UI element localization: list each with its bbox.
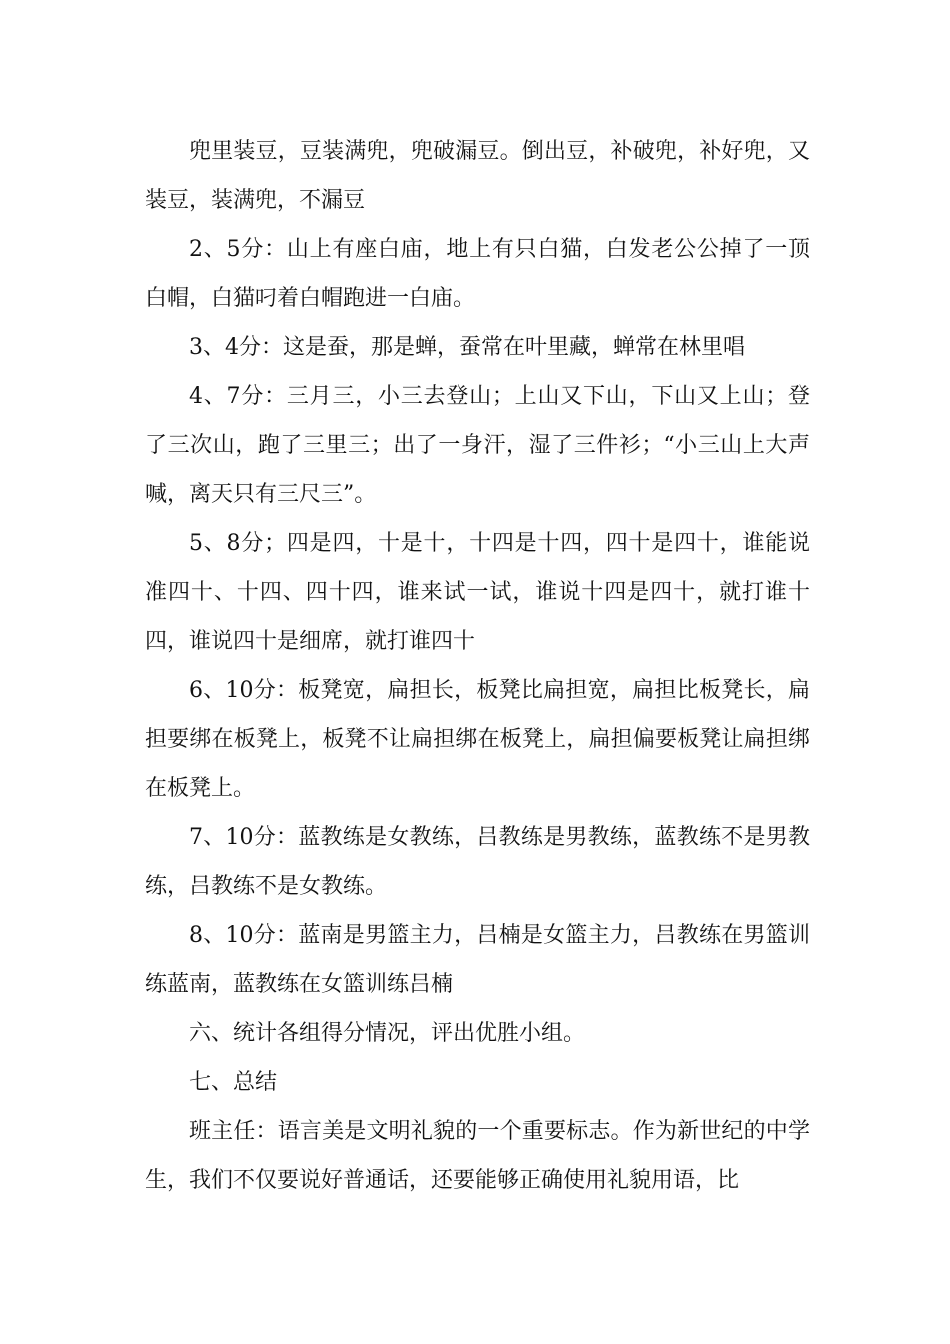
paragraph-tongue-twister-3: 3、4分：这是蚕，那是蝉，蚕常在叶里藏，蝉常在林里唱: [189, 335, 745, 360]
paragraph-tongue-twister-7: 7、10分：蓝教练是女教练，吕教练是男教练，蓝教练不是男教练，吕教练不是女教练。: [145, 825, 810, 899]
paragraph-tongue-twister-8: 8、10分：蓝南是男篮主力，吕楠是女篮主力，吕教练在男篮训练蓝南，蓝教练在女篮训练吕楠: [145, 923, 810, 997]
paragraph-tongue-twister-5: 5、8分；四是四，十是十，十四是十四，四十是四十，谁能说准四十、十四、四十四，谁来试一试，谁说十四是四十，就打谁十四，谁说四十是细席，就打谁四十: [145, 531, 810, 654]
paragraph-section-seven-heading: 七、总结: [189, 1070, 278, 1095]
paragraph-section-six: 六、统计各组得分情况，评出优胜小组。: [189, 1021, 586, 1046]
document-body: [145, 127, 810, 1205]
paragraph-tongue-twister-1: 兜里装豆，豆装满兜，兜破漏豆。倒出豆，补破兜，补好兜，又装豆，装满兜，不漏豆: [145, 139, 810, 213]
paragraph-tongue-twister-2: 2、5分：山上有座白庙，地上有只白猫，白发老公公掉了一顶白帽，白猫叼着白帽跑进一白庙。: [145, 237, 810, 311]
paragraph-tongue-twister-4: 4、7分：三月三，小三去登山；上山又下山，下山又上山；登了三次山，跑了三里三；出了一身汗，湿了三件衫；“小三山上大声喊，离天只有三尺三”。: [145, 384, 810, 507]
paragraph-summary: 班主任：语言美是文明礼貌的一个重要标志。作为新世纪的中学生，我们不仅要说好普通话，还要能够正确使用礼貌用语，比: [145, 1119, 810, 1193]
paragraph-tongue-twister-6: 6、10分：板凳宽，扁担长，板凳比扁担宽，扁担比板凳长，扁担要绑在板凳上，板凳不让扁担绑在板凳上，扁担偏要板凳让扁担绑在板凳上。: [145, 678, 810, 801]
